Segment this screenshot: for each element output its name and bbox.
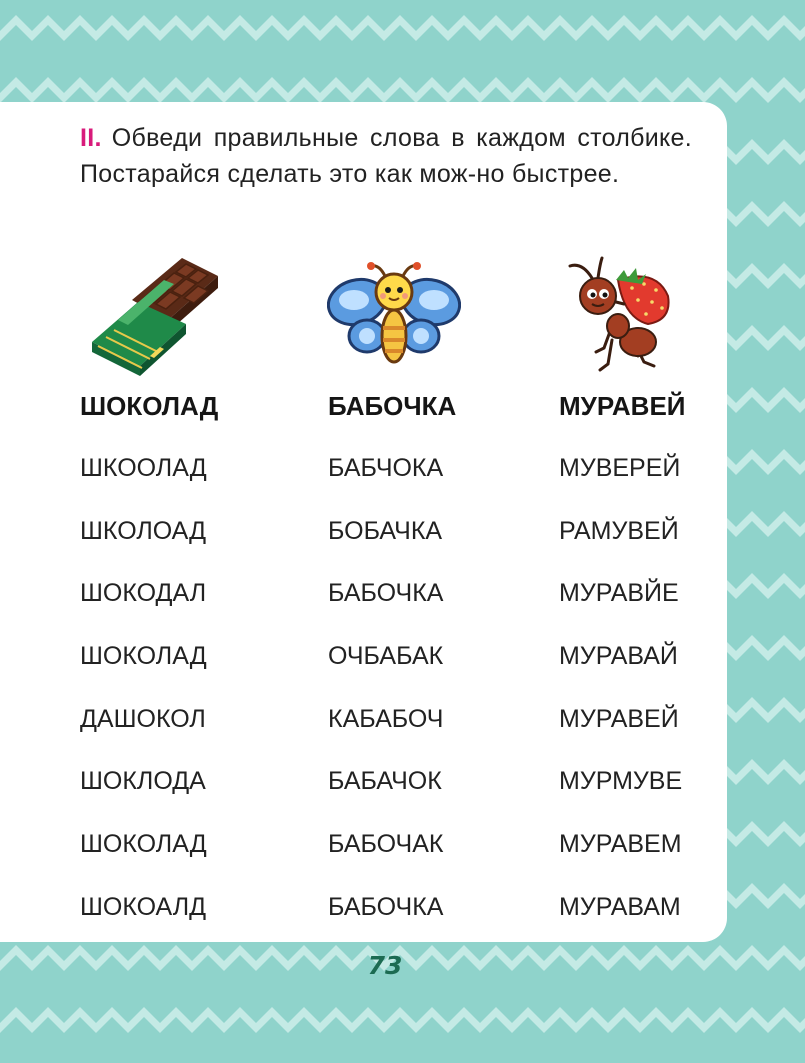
word-option[interactable]: МУРМУВЕ xyxy=(559,767,683,796)
word-option[interactable]: РАМУВЕЙ xyxy=(559,516,679,545)
word-option[interactable]: МУРАВЕЙ xyxy=(559,704,679,733)
ant-with-strawberry-icon xyxy=(568,256,674,374)
chocolate-bar-icon xyxy=(88,254,223,378)
column-chocolate xyxy=(80,386,218,950)
task-instruction xyxy=(80,120,692,192)
word-option[interactable]: МУРАВАМ xyxy=(559,892,681,921)
word-option[interactable]: БАБОЧКА xyxy=(328,892,444,921)
column-heading: ШОКОЛАД xyxy=(80,391,219,421)
task-text: Обведи правильные слова в каждом столбике. Постарайся сделать это как мож-но быстрее. xyxy=(80,124,692,188)
word-option[interactable]: МУРАВАЙ xyxy=(559,642,678,671)
column-butterfly xyxy=(328,386,456,950)
word-option[interactable]: БАБЧОКА xyxy=(328,454,444,482)
word-option[interactable]: ШОКОЛАД xyxy=(80,830,207,859)
word-option[interactable]: БАБОЧАК xyxy=(328,830,444,859)
word-option[interactable]: ОЧБАБАК xyxy=(328,642,444,671)
word-option[interactable]: ДАШОКОЛ xyxy=(80,704,206,733)
word-option[interactable]: ШОКЛОДА xyxy=(80,767,206,796)
word-option[interactable]: ШОКОАЛД xyxy=(80,892,207,921)
page-number: 73 xyxy=(367,951,403,980)
task-number: II. xyxy=(80,124,102,152)
column-heading: БАБОЧКА xyxy=(328,391,457,421)
word-option[interactable]: МУРАВЕМ xyxy=(559,830,682,859)
word-option[interactable]: МУВЕРЕЙ xyxy=(559,454,681,482)
word-option[interactable]: ШОКОДАЛ xyxy=(80,579,207,608)
word-option[interactable]: ШОКОЛАД xyxy=(80,642,207,671)
butterfly-icon xyxy=(327,258,461,368)
word-option[interactable]: ШКООЛАД xyxy=(80,454,207,482)
word-option[interactable]: БАБОЧКА xyxy=(328,579,444,608)
word-option[interactable]: БАБАЧОК xyxy=(328,767,442,796)
column-heading: МУРАВЕЙ xyxy=(559,391,686,421)
column-ant xyxy=(559,386,685,950)
word-option[interactable]: КАБАБОЧ xyxy=(328,704,444,733)
word-option[interactable]: БОБАЧКА xyxy=(328,516,443,545)
word-option[interactable]: ШКОЛОАД xyxy=(80,516,207,545)
word-option[interactable]: МУРАВЙЕ xyxy=(559,579,679,608)
